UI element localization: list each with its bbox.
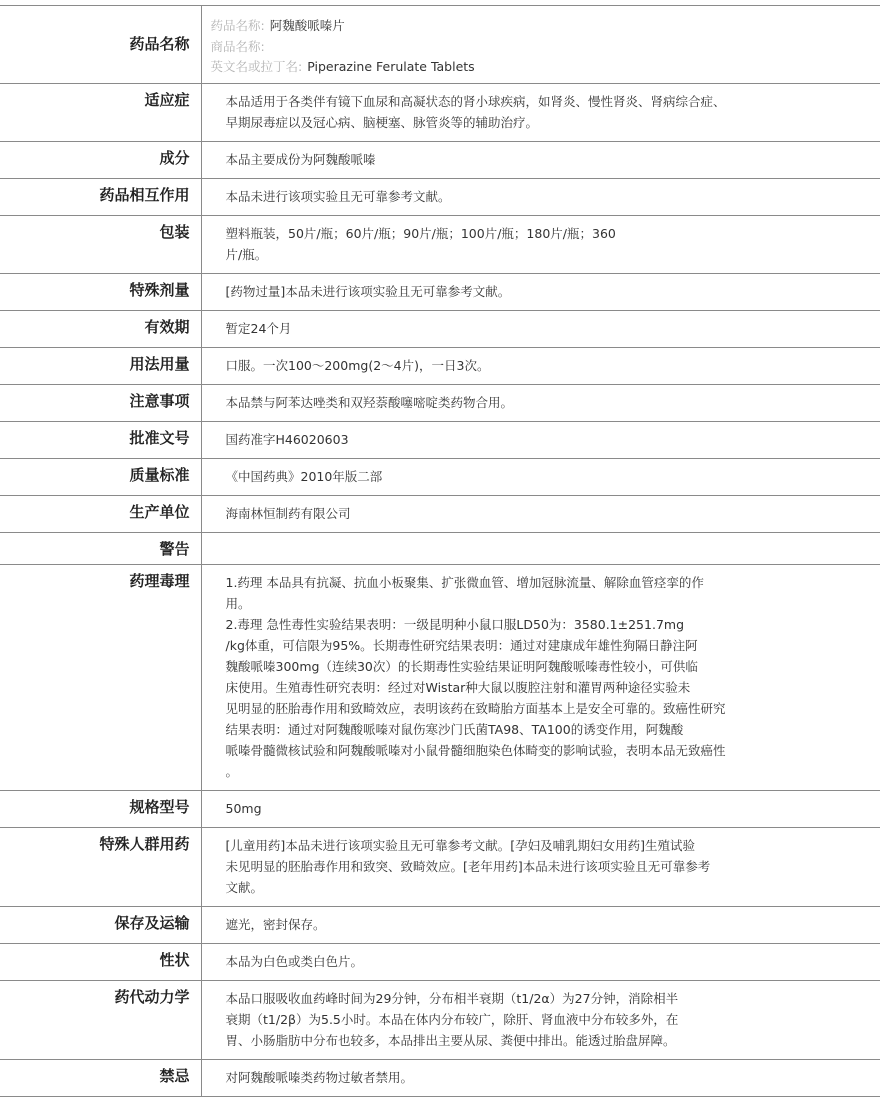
row-appearance: [0, 944, 880, 981]
row-indications: [0, 84, 880, 142]
field-value: 本品主要成份为阿魏酸哌嗪: [225, 152, 376, 167]
field-value: 暂定24个月: [225, 321, 292, 336]
row-storage: [0, 907, 880, 944]
row-manufacturer: [0, 496, 880, 533]
field-label: 药品相互作用: [0, 179, 201, 216]
field-label: 特殊人群用药: [0, 828, 201, 907]
row-special-dosage: [0, 274, 880, 311]
row-pharmacokinetics: [0, 981, 880, 1060]
field-label: 用法用量: [0, 348, 201, 385]
field-label: 特殊剂量: [0, 274, 201, 311]
field-label: 规格型号: [0, 791, 201, 828]
row-pharmacology-toxicology: [0, 565, 880, 791]
trade-name-line: [211, 37, 880, 58]
field-label: 禁忌: [0, 1060, 201, 1097]
field-label: 质量标准: [0, 459, 201, 496]
row-quality-standard: [0, 459, 880, 496]
field-value: 《中国药典》2010年版二部: [225, 469, 383, 484]
field-label: 成分: [0, 142, 201, 179]
trade-name-key: 商品名称:: [210, 38, 265, 54]
row-warning: [0, 533, 880, 565]
field-value: 国药准字H46020603: [225, 432, 349, 447]
drug-name-key: 药品名称:: [210, 18, 265, 33]
drug-spec-table: [0, 5, 880, 1097]
row-ingredients: [0, 142, 880, 179]
field-label: 药理毒理: [0, 565, 201, 791]
field-label: 包装: [0, 216, 201, 274]
field-label: 注意事项: [0, 385, 201, 422]
field-label: 生产单位: [0, 496, 201, 533]
row-special-populations: [0, 828, 880, 907]
english-name-key: 英文名或拉丁名:: [210, 59, 303, 74]
row-specification: [0, 791, 880, 828]
field-value: 本品适用于各类伴有镜下血尿和高凝状态的肾小球疾病，如肾炎、慢性肾炎、肾病综合症、 早期尿毒症以及冠心病、脑梗塞、脉管炎等的辅助治疗。: [225, 94, 726, 130]
field-label: 保存及运输: [0, 907, 201, 944]
field-value: [儿童用药]本品未进行该项实验且无可靠参考文献。[孕妇及哺乳期妇女用药]生殖试验 未见明显的胚胎毒作用和致突、致畸效应。[老年用药]本品未进行该项实验且无可靠参考 文献。: [225, 838, 711, 895]
field-value: [201, 533, 880, 565]
row-contraindications: [0, 1060, 880, 1097]
field-value: 口服。一次100～200mg(2～4片)，一日3次。: [225, 358, 490, 373]
field-label: 药代动力学: [0, 981, 201, 1060]
field-value: 本品为白色或类白色片。: [225, 954, 364, 969]
field-label: 药品名称: [0, 6, 201, 84]
field-label: 警告: [0, 533, 201, 565]
english-name-line: [211, 57, 880, 78]
row-interactions: [0, 179, 880, 216]
field-value: 本品口服吸收血药峰时间为29分钟，分布相半衰期（t1/2α）为27分钟，消除相半 衰期（t1/2β）为5.5小时。本品在体内分布较广，除肝、肾血液中分布较多外，在 胃、小肠脂肪中分布也较多，本品排出主要从尿、粪便中排出。能透过胎盘屏障。: [225, 991, 679, 1048]
field-value: 遮光，密封保存。: [225, 917, 326, 932]
row-dosage: [0, 348, 880, 385]
field-value: 海南林恒制药有限公司: [225, 506, 351, 521]
field-value: [药物过量]本品未进行该项实验且无可靠参考文献。: [225, 284, 511, 299]
field-value: 塑料瓶装，50片/瓶；60片/瓶；90片/瓶；100片/瓶；180片/瓶；360 片/瓶。: [225, 226, 616, 262]
field-label: 有效期: [0, 311, 201, 348]
drug-name-line: [211, 16, 880, 37]
field-value: 对阿魏酸哌嗪类药物过敏者禁用。: [225, 1070, 414, 1085]
drug-name-value: 阿魏酸哌嗪片: [269, 18, 345, 33]
field-value: 50mg: [225, 801, 262, 816]
field-label: 批准文号: [0, 422, 201, 459]
row-packaging: [0, 216, 880, 274]
field-label: 性状: [0, 944, 201, 981]
row-approval-number: [0, 422, 880, 459]
field-label: 适应症: [0, 84, 201, 142]
row-drug-name: [0, 6, 880, 84]
row-precautions: [0, 385, 880, 422]
field-value: 本品未进行该项实验且无可靠参考文献。: [225, 189, 451, 204]
english-name-value: Piperazine Ferulate Tablets: [307, 59, 475, 74]
field-value: 本品禁与阿苯达唑类和双羟萘酸噻嘧啶类药物合用。: [225, 395, 514, 410]
name-block-values: [201, 6, 880, 84]
row-shelf-life: [0, 311, 880, 348]
field-value: 1.药理 本品具有抗凝、抗血小板聚集、扩张微血管、增加冠脉流量、解除血管痉挛的作 用。 2.毒理 急性毒性实验结果表明：一级昆明种小鼠口服LD50为：3580.1±251.7mg /kg体重，可信限为95%。长期毒性研究结果表明：通过对建康成年雄性狗隔日静注阿 魏酸哌嗪300mg（连续30次）的长期毒性实验结果证明阿魏酸哌嗪毒性较小，可供临 床使用。生殖毒性研究表明：经过对Wistar种大鼠以腹腔注射和灌胃两种途径实验未 见明显的胚胎毒作用和致畸效应，表明该药在致畸胎方面基本上是安全可靠的。致癌性研究 结果表明：通过对阿魏酸哌嗪对鼠伤寒沙门氏菌TA98、TA100的诱变作用，阿魏酸 哌嗪骨髓微核试验和阿魏酸哌嗪对小鼠骨髓细胞染色体畸变的影响试验，表明本品无致癌性 。: [225, 575, 726, 779]
